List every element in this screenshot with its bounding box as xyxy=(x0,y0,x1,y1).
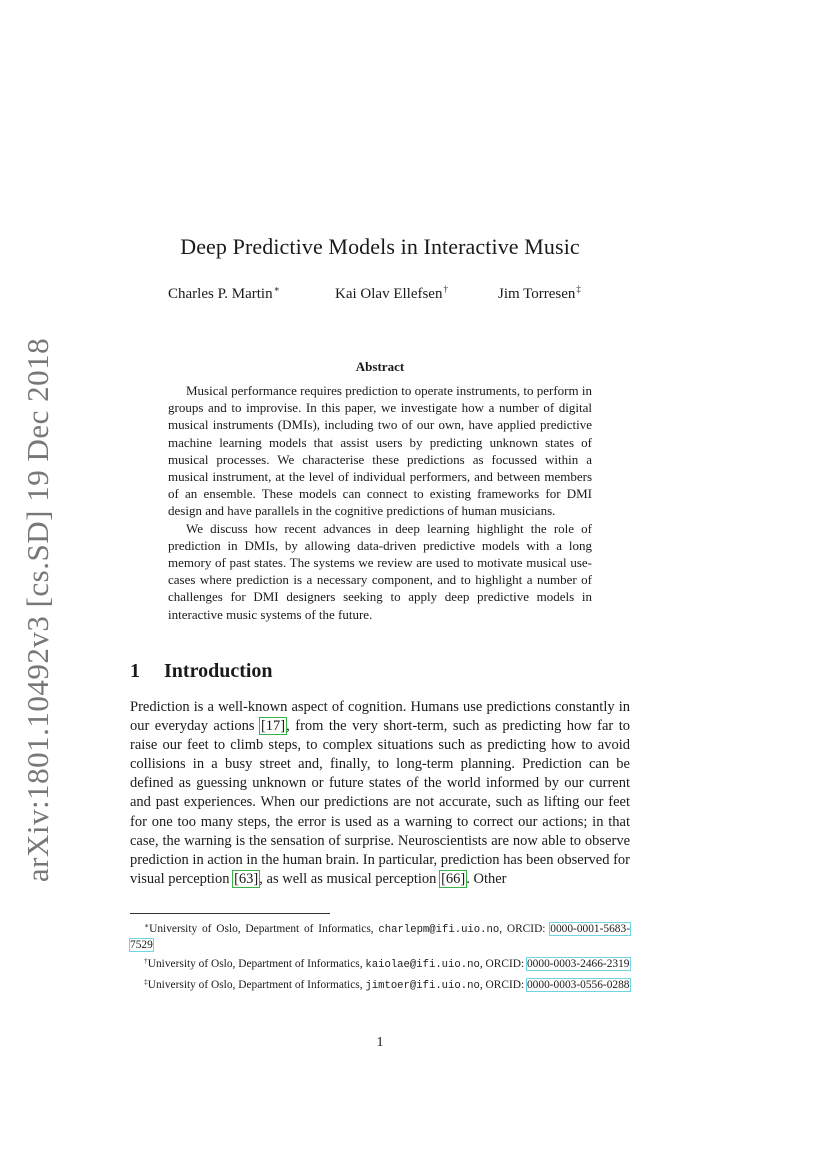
footnote-orcid-label: , ORCID: xyxy=(479,958,527,971)
paper-title: Deep Predictive Models in Interactive Music xyxy=(180,234,580,259)
text-run: . Other xyxy=(466,870,507,887)
citation-link[interactable]: [63] xyxy=(234,870,259,887)
footnote-rule xyxy=(130,913,330,914)
footnote-email: kaiolae@ifi.uio.no xyxy=(365,959,480,972)
abstract-paragraph: We discuss how recent advances in deep learning highlight the role of prediction in DMIs, by allowing data-driven predictive models with a long memory of past states. The systems we review are used to motivate musical use-cases where prediction is a necessary component, and to highlight a number of challenges for DMI designers seeking to apply deep predictive models in interactive music systems of the future. xyxy=(168,520,592,622)
author-list xyxy=(168,284,608,306)
author-mark: ‡ xyxy=(576,284,581,294)
author-mark: ∗ xyxy=(273,284,280,294)
footnotes xyxy=(130,918,630,994)
citation-link[interactable]: [17] xyxy=(260,718,286,735)
footnote xyxy=(130,974,630,994)
abstract-heading: Abstract xyxy=(355,359,405,374)
section-heading xyxy=(130,660,273,683)
orcid-link[interactable]: 0000-0003-0556-0288 xyxy=(526,978,630,991)
footnote-mark: ‡ xyxy=(144,976,148,986)
orcid-link[interactable]: 0000-0001-5683-7529 xyxy=(130,923,630,952)
footnote-email: jimtoer@ifi.uio.no xyxy=(365,979,480,992)
page-number: 1 xyxy=(376,1035,384,1050)
footnote-affiliation: University of Oslo, Department of Informatics, xyxy=(147,958,366,971)
text-run: , from the very short-term, such as predicting how far to raise our feet to climb steps, to complex situations such as predicting how to avoid collisions in a busy street and, finally, to long-term planning. Prediction can be defined as guessing unknown or future states of the world informed by our current and past experiences. When our predictions are not accurate, such as lifting our feet for one too many steps, the error is used as a warning to correct our actions; in that case, the warning is the sensation of surprise. Neuroscientists are now able to observe prediction in action in the human brain. In particular, prediction has been observed for visual perception xyxy=(130,718,630,887)
footnote-affiliation: University of Oslo, Department of Informatics, xyxy=(149,923,379,935)
section-number: 1 xyxy=(130,660,140,682)
footnote xyxy=(130,953,630,973)
author-name: Charles P. Martin xyxy=(168,286,273,302)
footnote-affiliation: University of Oslo, Department of Informatics, xyxy=(147,978,366,991)
introduction-text xyxy=(130,698,630,889)
footnote-orcid-label: , ORCID: xyxy=(479,978,527,991)
footnote xyxy=(130,918,630,953)
author-name: Jim Torresen xyxy=(498,286,576,302)
introduction-paragraph xyxy=(130,698,630,889)
abstract-paragraph: Musical performance requires prediction to operate instruments, to perform in groups and to improvise. In this paper, we investigate how a number of digital musical instruments (DMIs), including two of our own, have applied predictive machine learning models that assist users by predicting unknown states of musical processes. We characterise these predictions as focussed within a musical instrument, at the level of individual performers, and between members of an ensemble. These models can connect to existing frameworks for DMI design and have parallels in the cognitive predictions of human musicians. xyxy=(168,383,592,519)
footnote-mark: † xyxy=(144,956,148,966)
footnote-email: charlepm@ifi.uio.no xyxy=(378,924,500,936)
author-1 xyxy=(168,284,280,303)
footnote-orcid-label: , ORCID: xyxy=(499,923,551,935)
footnote-mark: ∗ xyxy=(144,921,150,930)
citation-link[interactable]: [66] xyxy=(441,870,466,887)
section-title: Introduction xyxy=(164,660,273,682)
orcid-link[interactable]: 0000-0003-2466-2319 xyxy=(526,958,630,971)
author-2 xyxy=(335,284,448,303)
author-name: Kai Olav Ellefsen xyxy=(335,286,443,302)
author-mark: † xyxy=(443,284,448,294)
arxiv-stamp: arXiv:1801.10492v3 [cs.SD] 19 Dec 2018 xyxy=(20,337,55,883)
author-3 xyxy=(498,284,581,303)
text-run: , as well as musical perception xyxy=(259,870,441,887)
abstract xyxy=(168,382,592,623)
text-run: Prediction is a well-known aspect of cognition. Humans use predictions constantly in our everyday actions xyxy=(130,699,630,735)
